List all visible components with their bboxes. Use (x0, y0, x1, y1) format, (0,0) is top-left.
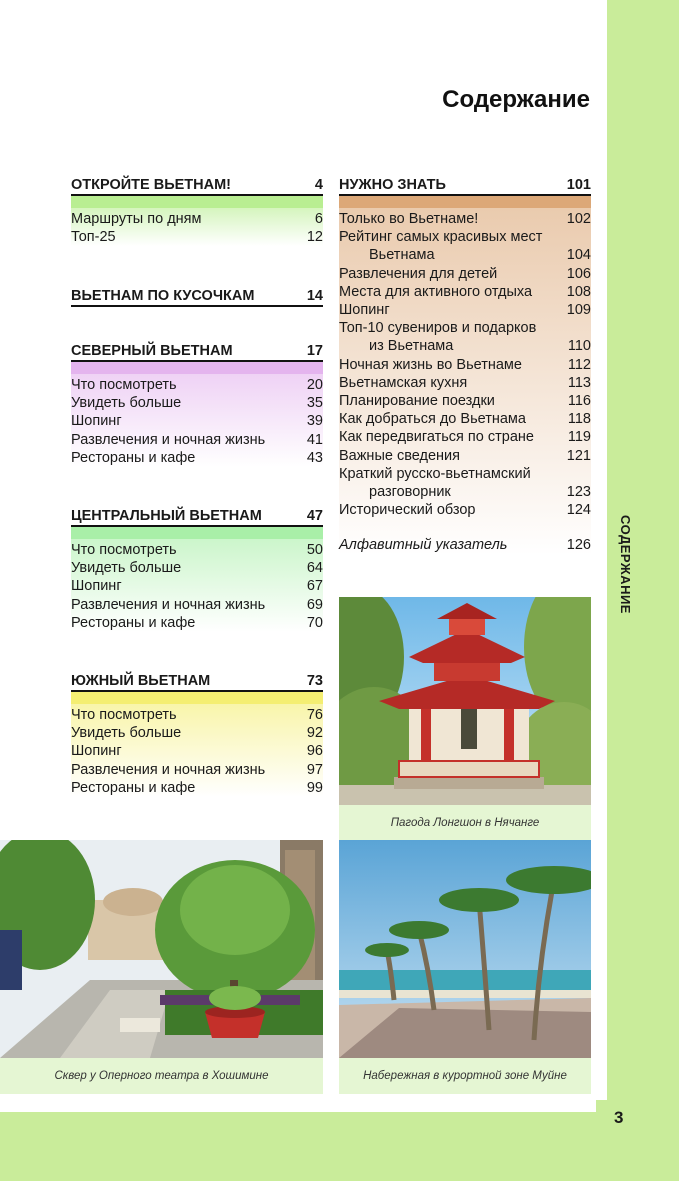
toc-entry-page: 112 (567, 356, 591, 373)
park-illustration (0, 840, 323, 1058)
toc-section-pieces (71, 285, 323, 307)
toc-entry[interactable] (71, 577, 323, 595)
beach-illustration (339, 840, 591, 1058)
section-items (71, 704, 323, 797)
toc-entry-label: Шопинг (339, 302, 390, 319)
photo-caption: Пагода Лонгшон в Нячанге (339, 805, 591, 841)
toc-entry-label: Развлечения и ночная жизнь (71, 431, 266, 448)
section-items (339, 208, 591, 555)
toc-entry-label: Развлечения и ночная жизнь (71, 596, 266, 613)
toc-entry-label: Рестораны и кафе (71, 614, 196, 631)
section-color-band (71, 527, 323, 539)
toc-entry-page: 124 (566, 502, 591, 519)
toc-entry-label: Рестораны и кафе (71, 779, 196, 796)
toc-entry-page: 106 (566, 265, 591, 282)
toc-entry-label: Вьетнама (369, 247, 435, 264)
toc-entry[interactable] (339, 483, 591, 501)
toc-entry-label: Только во Вьетнаме! (339, 211, 479, 227)
toc-entry[interactable] (339, 392, 591, 410)
section-page: 14 (306, 288, 323, 304)
section-title: НУЖНО ЗНАТЬ (339, 177, 446, 193)
section-page: 47 (306, 508, 323, 524)
toc-entry-page: 64 (306, 560, 323, 577)
toc-entry[interactable] (339, 428, 591, 446)
toc-entry-page: 92 (306, 725, 323, 742)
toc-entry-label: Краткий русско-вьетнамский (339, 465, 531, 482)
toc-entry-label: разговорник (369, 484, 451, 501)
toc-entry-label: Места для активного отдыха (339, 283, 533, 300)
toc-entry[interactable] (339, 210, 591, 228)
toc-entry-page: 97 (306, 761, 323, 778)
section-title: ЮЖНЫЙ ВЬЕТНАМ (71, 673, 211, 689)
toc-entry-label: Исторический обзор (339, 502, 476, 519)
toc-entry[interactable] (71, 596, 323, 614)
toc-entry-label: Планирование поездки (339, 393, 495, 410)
toc-entry-label: из Вьетнама (369, 338, 454, 355)
section-title: СЕВЕРНЫЙ ВЬЕТНАМ (71, 343, 233, 359)
section-items (71, 539, 323, 632)
toc-entry[interactable] (71, 706, 323, 724)
toc-entry[interactable] (71, 742, 323, 760)
toc-entry-page: 123 (566, 484, 591, 501)
photo-pagoda (339, 597, 591, 805)
toc-entry-label: Топ-10 сувениров и подарков (339, 320, 537, 337)
toc-entry-label: Шопинг (71, 413, 122, 430)
toc-entry-label: Шопинг (71, 578, 122, 595)
toc-entry-label: Шопинг (71, 743, 122, 760)
toc-entry[interactable] (339, 374, 591, 392)
toc-entry-page: 67 (306, 578, 323, 595)
toc-entry[interactable] (71, 724, 323, 742)
toc-entry-label: Важные сведения (339, 447, 460, 464)
toc-entry-page: 69 (306, 596, 323, 613)
pagoda-illustration (339, 597, 591, 805)
toc-entry-label: Как передвигаться по стране (339, 429, 534, 446)
section-page: 4 (314, 177, 323, 193)
toc-entry-page: 50 (306, 542, 323, 558)
toc-entry[interactable] (339, 228, 591, 246)
photo-caption: Набережная в курортной зоне Муйне (339, 1058, 591, 1094)
toc-entry-label: Что посмотреть (71, 377, 177, 393)
toc-entry-label: Увидеть больше (71, 725, 182, 742)
toc-entry-page: 102 (566, 211, 591, 227)
toc-entry-page: 99 (306, 779, 323, 796)
page-number: 3 (614, 1108, 624, 1127)
toc-entry[interactable] (339, 447, 591, 465)
section-page: 101 (566, 177, 591, 193)
section-title: ОТКРОЙТЕ ВЬЕТНАМ! (71, 177, 231, 193)
section-color-band (71, 196, 323, 208)
toc-entry-page: 96 (306, 743, 323, 760)
toc-entry-page: 126 (566, 537, 591, 554)
toc-entry-page: 109 (566, 302, 591, 319)
toc-entry[interactable] (339, 319, 591, 337)
toc-entry-page: 113 (567, 374, 591, 391)
toc-entry[interactable] (339, 301, 591, 319)
toc-entry-label: Алфавитный указатель (339, 537, 508, 554)
page-title: Содержание (442, 86, 590, 113)
photo-opera-park (0, 840, 323, 1058)
toc-entry-label: Увидеть больше (71, 560, 182, 577)
toc-entry-page: 20 (306, 377, 323, 393)
toc-entry[interactable] (71, 228, 323, 246)
photo-beach-promenade (339, 840, 591, 1058)
section-heading[interactable] (71, 285, 323, 307)
toc-entry-page: 108 (566, 283, 591, 300)
toc-entry[interactable] (71, 614, 323, 632)
toc-entry[interactable] (71, 559, 323, 577)
section-heading[interactable] (71, 505, 323, 527)
toc-entry-page: 43 (306, 449, 323, 466)
toc-entry-page: 35 (306, 395, 323, 412)
toc-entry-page: 110 (567, 338, 591, 355)
toc-entry-label: Ночная жизнь во Вьетнаме (339, 356, 522, 373)
toc-entry-label: Что посмотреть (71, 542, 177, 558)
toc-entry-label: Как добраться до Вьетнама (339, 411, 526, 428)
section-heading[interactable] (71, 174, 323, 196)
section-items (71, 208, 323, 246)
section-heading[interactable] (339, 174, 591, 196)
toc-entry[interactable] (339, 410, 591, 428)
toc-entry[interactable] (71, 541, 323, 559)
toc-entry[interactable] (339, 519, 591, 536)
toc-entry[interactable] (339, 246, 591, 264)
toc-entry-page: 76 (306, 707, 323, 723)
side-section-label: СОДЕРЖАНИЕ (618, 515, 633, 614)
toc-entry[interactable] (71, 412, 323, 430)
toc-entry-page: 12 (306, 229, 323, 246)
page-number-block (596, 1100, 679, 1181)
toc-section-south (71, 670, 323, 797)
toc-entry[interactable] (71, 761, 323, 779)
toc-entry[interactable] (339, 283, 591, 301)
section-heading[interactable] (71, 340, 323, 362)
toc-entry-page: 70 (306, 614, 323, 631)
toc-entry[interactable] (71, 376, 323, 394)
toc-entry-label: Рейтинг самых красивых мест (339, 229, 543, 246)
toc-entry[interactable] (71, 210, 323, 228)
bottom-band (0, 1112, 596, 1181)
toc-entry-page: 118 (567, 411, 591, 428)
toc-section-discover (71, 174, 323, 246)
toc-entry-label: Увидеть больше (71, 395, 182, 412)
toc-entry[interactable] (339, 501, 591, 519)
toc-entry-label: Что посмотреть (71, 707, 177, 723)
toc-entry-page: 104 (566, 247, 591, 264)
toc-entry-page: 119 (567, 429, 591, 446)
section-page: 73 (306, 673, 323, 689)
toc-entry[interactable] (71, 431, 323, 449)
toc-entry-label: Развлечения и ночная жизнь (71, 761, 266, 778)
toc-entry-page: 116 (567, 393, 591, 410)
toc-entry-page: 121 (566, 447, 591, 464)
toc-entry[interactable] (71, 779, 323, 797)
section-title: ВЬЕТНАМ ПО КУСОЧКАМ (71, 288, 255, 304)
toc-entry[interactable] (339, 337, 591, 355)
toc-entry[interactable] (71, 449, 323, 467)
toc-section-know (339, 174, 591, 555)
section-heading[interactable] (71, 670, 323, 692)
toc-entry[interactable] (339, 536, 591, 554)
section-color-band (71, 692, 323, 704)
section-color-band (71, 362, 323, 374)
toc-entry[interactable] (339, 356, 591, 374)
toc-section-north (71, 340, 323, 467)
section-color-band (339, 196, 591, 208)
toc-entry[interactable] (339, 265, 591, 283)
toc-entry[interactable] (339, 465, 591, 483)
toc-entry-label: Вьетнамская кухня (339, 374, 468, 391)
toc-entry-label: Топ-25 (71, 229, 116, 246)
section-page: 17 (306, 343, 323, 359)
section-title: ЦЕНТРАЛЬНЫЙ ВЬЕТНАМ (71, 508, 262, 524)
photo-caption: Сквер у Оперного театра в Хошимине (0, 1058, 323, 1094)
toc-entry-label: Маршруты по дням (71, 211, 202, 227)
toc-entry-page: 41 (306, 431, 323, 448)
toc-entry-label: Развлечения для детей (339, 265, 498, 282)
toc-entry-page: 6 (314, 211, 323, 227)
toc-entry-page: 39 (306, 413, 323, 430)
toc-entry[interactable] (71, 394, 323, 412)
toc-entry-label: Рестораны и кафе (71, 449, 196, 466)
toc-section-central (71, 505, 323, 632)
section-items (71, 374, 323, 467)
